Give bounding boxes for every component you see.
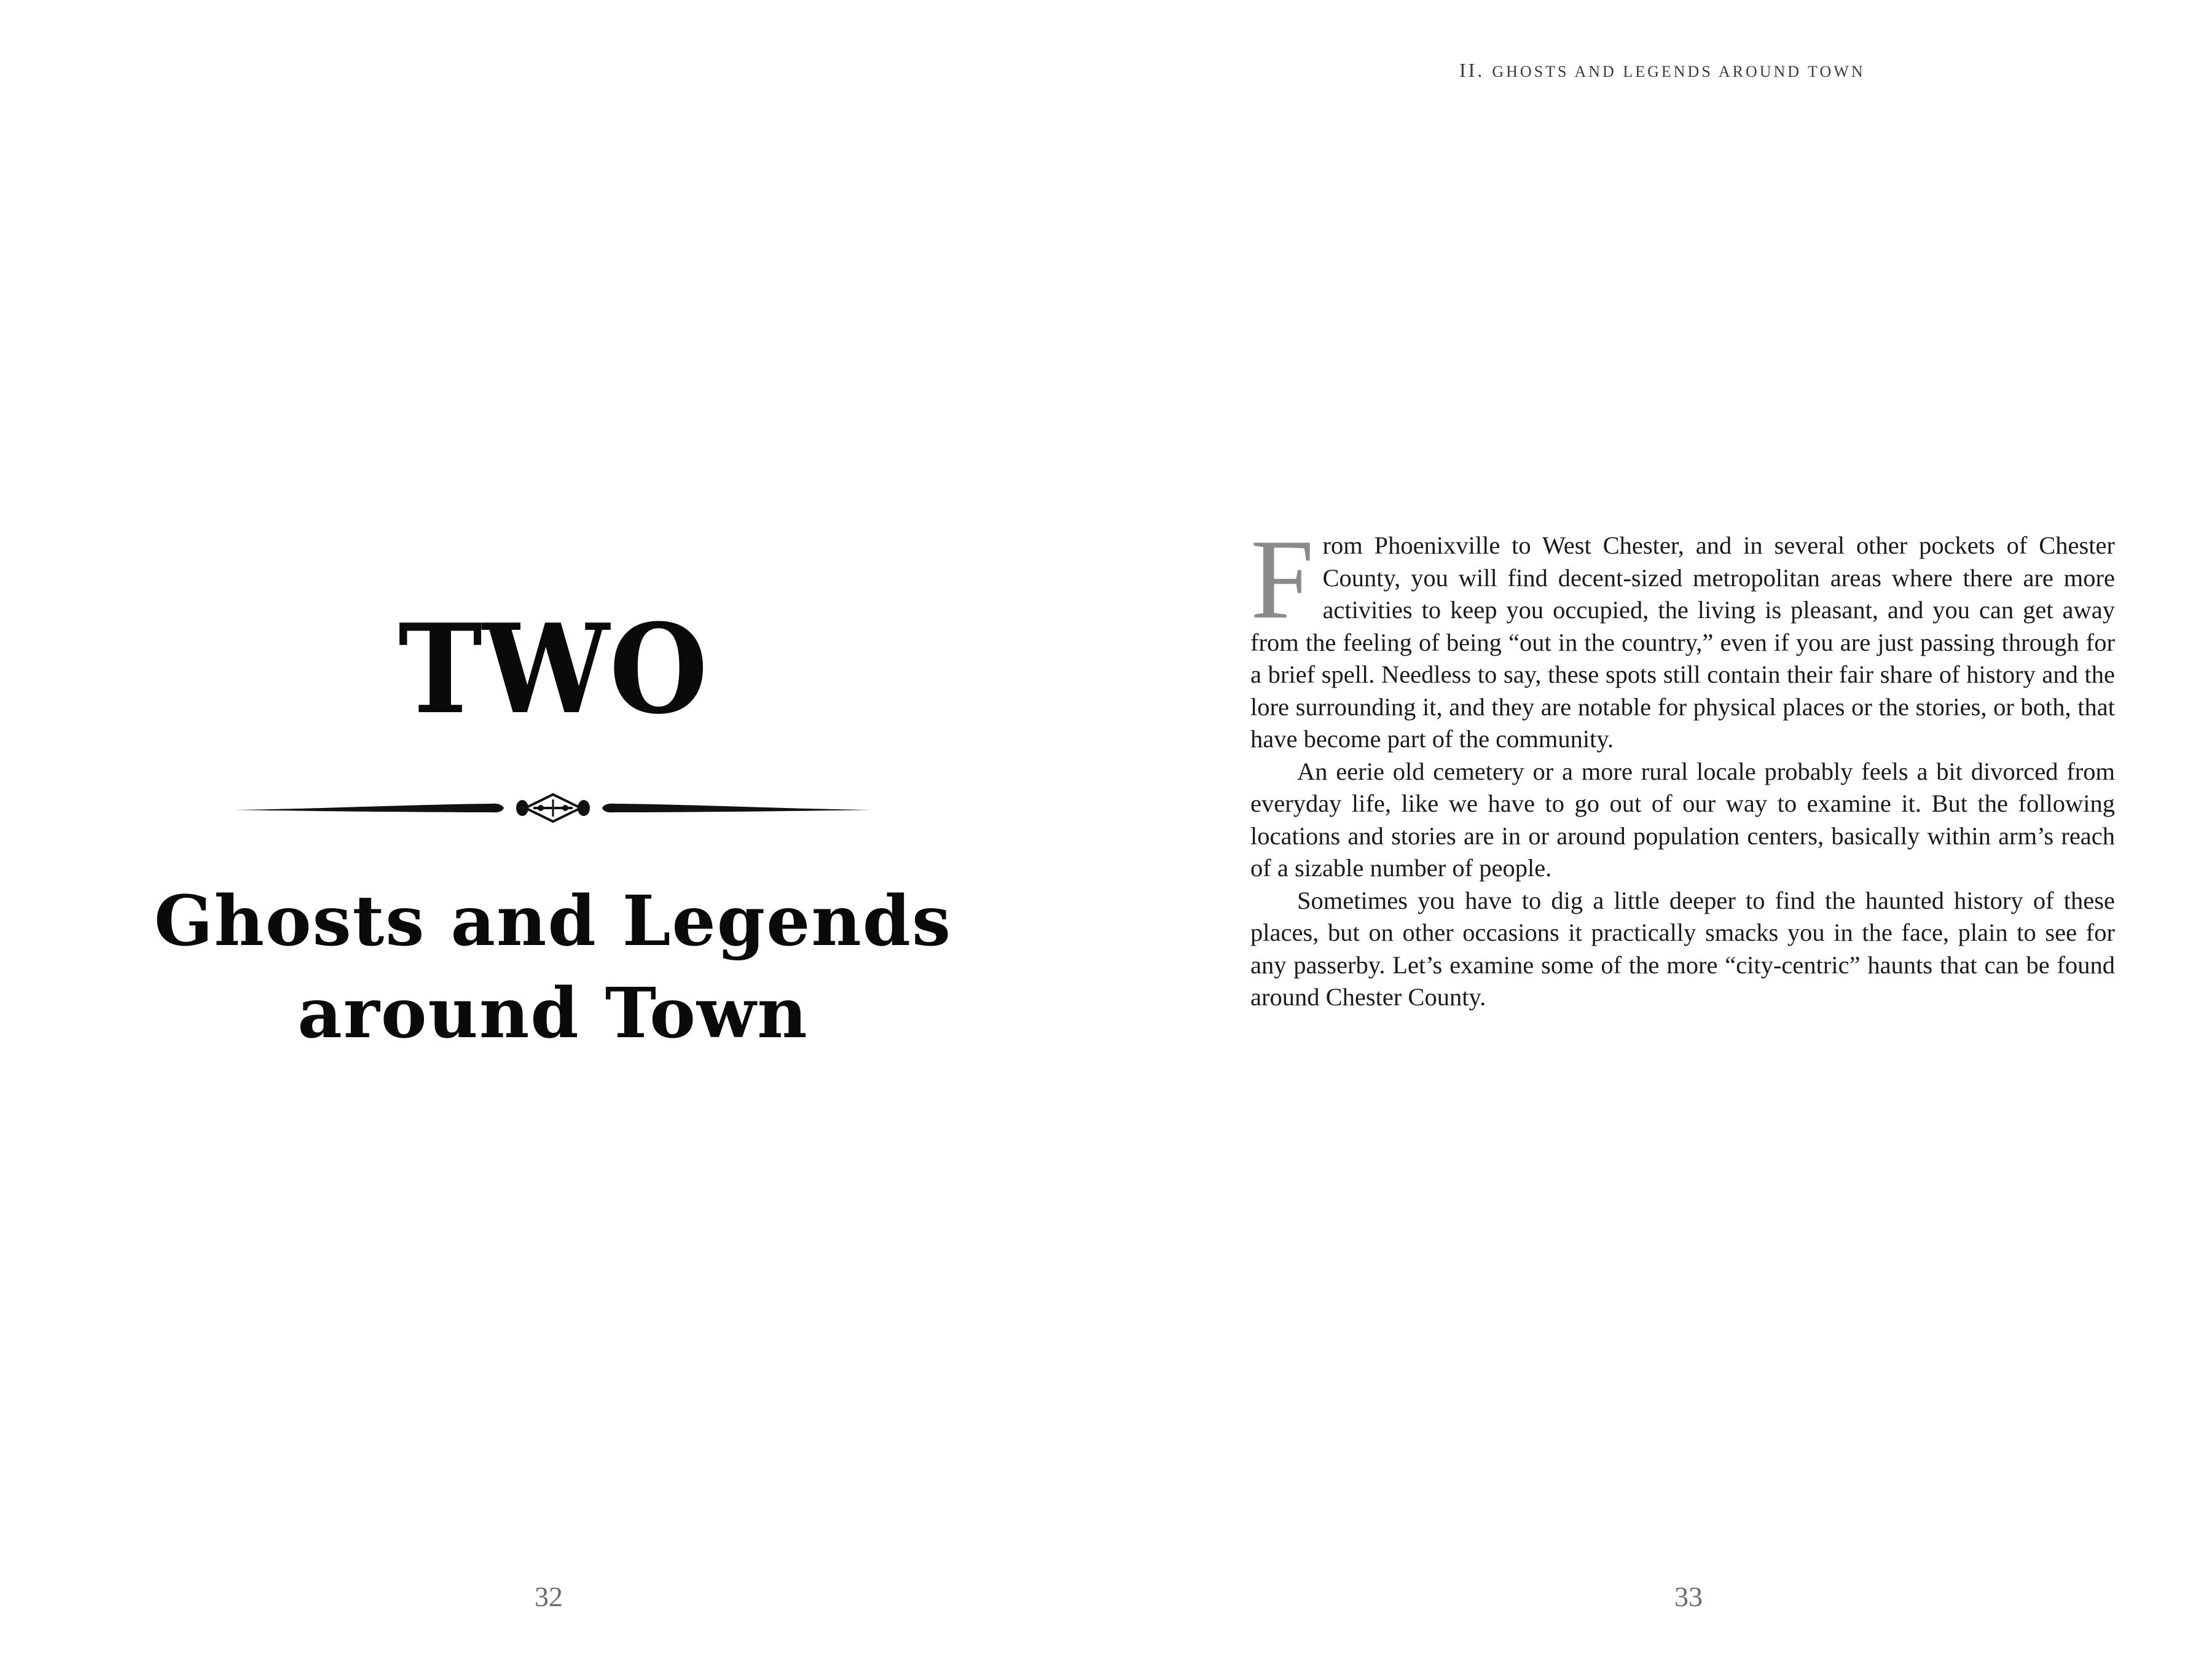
chapter-number: TWO bbox=[398, 597, 708, 742]
ornament-right-rule bbox=[602, 804, 873, 812]
ornament-left-rule bbox=[233, 804, 504, 812]
running-head-numeral: II. bbox=[1459, 59, 1485, 81]
running-head-title: GHOSTS AND LEGENDS AROUND TOWN bbox=[1492, 63, 1865, 80]
chapter-title bbox=[0, 876, 1106, 1060]
chapter-title-line-2: around Town bbox=[297, 973, 809, 1054]
body-text bbox=[1250, 516, 2115, 1014]
drop-cap: F bbox=[1250, 516, 1314, 643]
chapter-ornament bbox=[233, 777, 873, 839]
chapter-title-line-1: Ghosts and Legends bbox=[154, 881, 952, 962]
paragraph-1 bbox=[1250, 516, 2115, 756]
right-page bbox=[1106, 0, 2212, 1659]
running-head bbox=[1459, 59, 2074, 82]
paragraph-3: Sometimes you have to dig a little deeper to find the haunted history of these places, but on other occasions it practically smacks you in the face, plain to see for any passerby. Let’s examine some of the more “city-centric” haunts that can be found around Chester County. bbox=[1250, 886, 2115, 1011]
paragraph-1-text: rom Phoenixville to West Chester, and in several other pockets of Chester County, you will find decent-sized metropolitan areas where there are more activities to keep you occupied, the living is pleasant, and you can get away from the feeling of being “out in the country,” even if you are just passing through for a brief spell. Needless to say, these spots still contain their fair share of history and the lore surrounding it, and they are notable for physical places or the stories, or both, that have become part of the community. bbox=[1250, 531, 2115, 753]
page-number-right: 33 bbox=[1674, 1581, 1703, 1612]
paragraph-2: An eerie old cemetery or a more rural locale probably feels a bit divorced from everyday life, like we have to go out of our way to examine it. But the following locations and stories are in or around population centers, basically within arm’s reach of a sizable number of people. bbox=[1250, 757, 2115, 882]
page-number-left: 32 bbox=[535, 1581, 563, 1612]
ornament-right-dot bbox=[578, 800, 590, 816]
